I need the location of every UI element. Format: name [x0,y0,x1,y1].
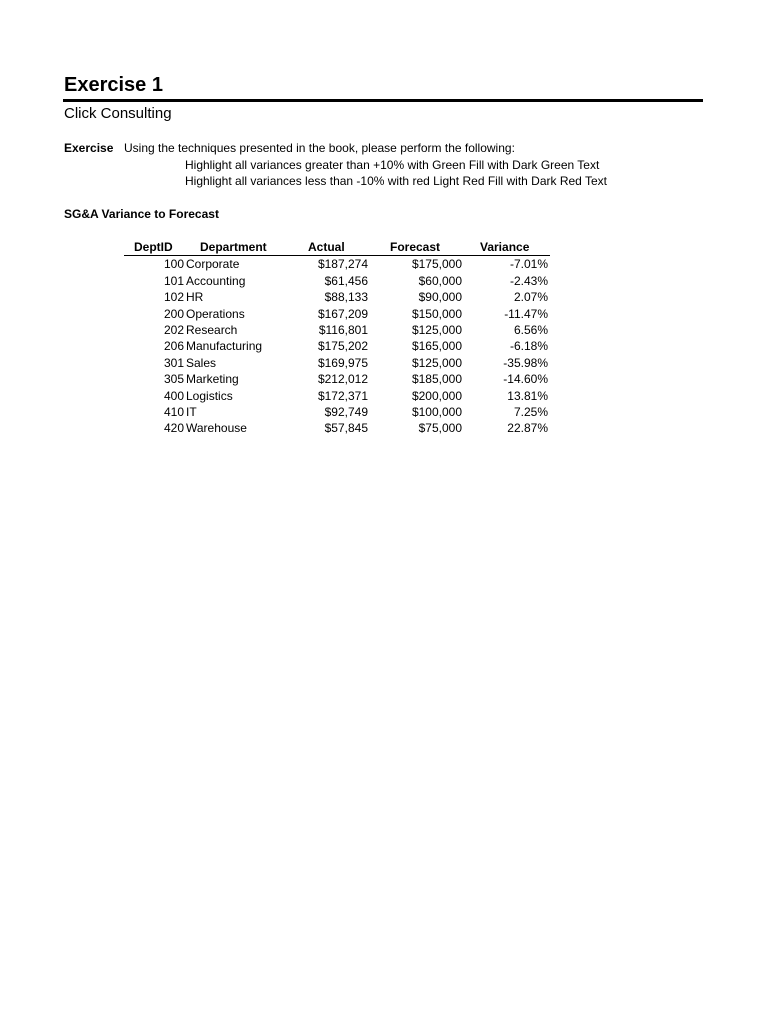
department-cell: Marketing [186,372,239,387]
dept-id-cell: 102 [163,290,184,305]
department-cell: Sales [186,355,217,370]
department-cell: Manufacturing [186,339,263,354]
variance-cell: -14.60% [503,372,548,387]
actual-cell: $167,209 [317,306,368,321]
column-header: DeptID [134,240,173,254]
actual-cell: $212,012 [317,372,368,387]
section-title: SG&A Variance to Forecast [64,207,219,221]
variance-cell: -7.01% [509,257,548,272]
table-row [124,355,550,371]
table-row [124,388,550,404]
dept-id-cell: 410 [163,404,184,419]
forecast-cell: $165,000 [411,339,462,354]
actual-cell: $172,371 [317,388,368,403]
forecast-cell: $60,000 [418,273,462,288]
table-row [124,338,550,354]
actual-cell: $61,456 [324,273,368,288]
dept-id-cell: 420 [163,421,184,436]
variance-cell: 6.56% [513,322,548,337]
variance-cell: -35.98% [503,355,548,370]
department-cell: Corporate [186,257,240,272]
column-header: Department [200,240,267,254]
forecast-cell: $100,000 [411,404,462,419]
department-cell: Warehouse [186,421,247,436]
page-title: Exercise 1 [64,74,163,96]
title-underline [63,99,703,102]
department-cell: Operations [186,306,245,321]
table-row [124,273,550,289]
dept-id-cell: 200 [163,306,184,321]
dept-id-cell: 301 [163,355,184,370]
variance-cell: -6.18% [509,339,548,354]
table-row [124,256,550,272]
dept-id-cell: 400 [163,388,184,403]
table-row [124,322,550,338]
dept-id-cell: 305 [163,372,184,387]
department-cell: Accounting [186,273,246,288]
actual-cell: $187,274 [317,257,368,272]
dept-id-cell: 206 [163,339,184,354]
column-header: Actual [308,240,345,254]
forecast-cell: $150,000 [411,306,462,321]
table-body [124,256,550,436]
column-header: Forecast [390,240,441,254]
actual-cell: $116,801 [318,322,368,337]
table-row [124,289,550,305]
variance-cell: 7.25% [513,404,548,419]
forecast-cell: $175,000 [411,257,462,272]
dept-id-cell: 202 [163,322,184,337]
department-cell: HR [186,290,204,305]
forecast-cell: $200,000 [411,388,462,403]
actual-cell: $169,975 [317,355,368,370]
forecast-cell: $75,000 [418,421,462,436]
exercise-step: Highlight all variances less than -10% with red Light Red Fill with Dark Red Text [185,174,607,188]
actual-cell: $92,749 [324,404,368,419]
table-row [124,371,550,387]
variance-table [124,239,550,437]
table-row [124,420,550,436]
dept-id-cell: 101 [163,273,184,288]
forecast-cell: $125,000 [411,355,462,370]
department-cell: Research [186,322,238,337]
forecast-cell: $185,000 [411,372,462,387]
table-header-row [124,239,550,256]
variance-cell: 22.87% [507,421,548,436]
actual-cell: $175,202 [317,339,368,354]
exercise-label: Exercise [64,141,114,155]
dept-id-cell: 100 [163,257,184,272]
actual-cell: $88,133 [324,290,368,305]
exercise-intro: Using the techniques presented in the book, please perform the following: [124,141,515,155]
column-header: Variance [480,240,530,254]
actual-cell: $57,845 [324,421,368,436]
page-subtitle: Click Consulting [64,105,172,122]
variance-cell: 13.81% [507,388,548,403]
forecast-cell: $90,000 [418,290,462,305]
table-row [124,306,550,322]
forecast-cell: $125,000 [411,322,462,337]
table-row [124,404,550,420]
department-cell: Logistics [186,388,233,403]
variance-cell: -11.47% [504,306,548,321]
department-cell: IT [186,404,197,419]
variance-cell: -2.43% [509,273,548,288]
exercise-step: Highlight all variances greater than +10% with Green Fill with Dark Green Text [185,157,600,172]
variance-cell: 2.07% [513,290,548,305]
